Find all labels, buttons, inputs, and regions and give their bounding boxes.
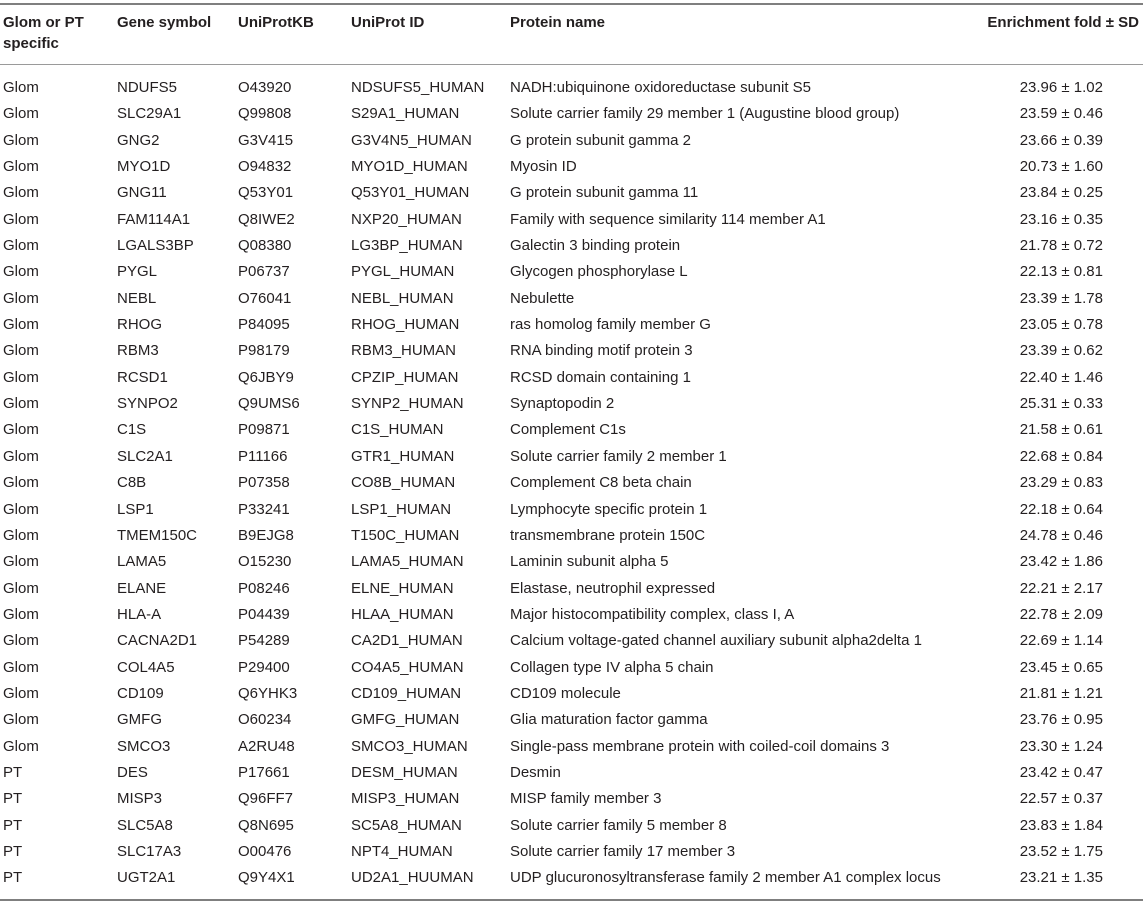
cell-uniprotkb: Q8N695 [238, 816, 294, 834]
cell-uniprot-id: MISP3_HUMAN [351, 790, 460, 808]
cell-uniprot-id: NDSUFS5_HUMAN [351, 79, 485, 96]
cell-uniprotkb: O60234 [238, 711, 292, 729]
cell-uniprot-id: NPT4_HUMAN [351, 842, 453, 860]
cell-specificity: Glom [3, 500, 39, 518]
cell-specificity: Glom [3, 605, 39, 623]
cell-protein-name: Solute carrier family 2 member 1 [510, 447, 727, 465]
cell-gene-symbol: GNG2 [117, 131, 160, 149]
cell-enrichment-fold: 21.58 ± 0.61 [1019, 421, 1103, 439]
cell-specificity: PT [3, 816, 23, 834]
cell-enrichment-fold: 21.81 ± 1.21 [1019, 684, 1103, 702]
table-row [0, 813, 1143, 839]
cell-specificity: Glom [3, 711, 39, 729]
cell-enrichment-fold: 22.69 ± 1.14 [1019, 632, 1103, 650]
cell-uniprotkb: Q9Y4X1 [238, 869, 295, 887]
cell-uniprot-id: SYNP2_HUMAN [351, 395, 464, 413]
cell-gene-symbol: PYGL [117, 263, 158, 281]
table-row [0, 128, 1143, 154]
cell-uniprot-id: HLAA_HUMAN [351, 605, 454, 623]
cell-enrichment-fold: 23.30 ± 1.24 [1019, 737, 1103, 755]
cell-gene-symbol: HLA-A [117, 605, 162, 623]
cell-enrichment-fold: 23.05 ± 0.78 [1019, 316, 1103, 334]
cell-enrichment-fold: 23.66 ± 0.39 [1019, 131, 1103, 149]
cell-uniprot-id: S29A1_HUMAN [351, 105, 460, 123]
cell-specificity: Glom [3, 131, 39, 149]
cell-enrichment-fold: 23.21 ± 1.35 [1019, 869, 1103, 887]
cell-protein-name: Laminin subunit alpha 5 [510, 553, 669, 571]
cell-gene-symbol: LAMA5 [117, 553, 167, 571]
cell-uniprot-id: C1S_HUMAN [351, 421, 444, 439]
cell-gene-symbol: RBM3 [117, 342, 159, 360]
cell-protein-name: ras homolog family member G [510, 316, 711, 334]
cell-uniprotkb: P54289 [238, 632, 290, 650]
cell-uniprot-id: Q53Y01_HUMAN [351, 184, 470, 202]
cell-gene-symbol: SLC29A1 [117, 105, 182, 123]
table-row [0, 338, 1143, 364]
cell-protein-name: Glycogen phosphorylase L [510, 263, 688, 281]
table-row [0, 101, 1143, 127]
cell-enrichment-fold: 22.21 ± 2.17 [1019, 579, 1103, 597]
table-row [0, 786, 1143, 812]
table-row [0, 259, 1143, 285]
cell-gene-symbol: LGALS3BP [117, 237, 194, 255]
table-row [0, 417, 1143, 443]
cell-uniprotkb: P09871 [238, 421, 290, 439]
header-gene-symbol: Gene symbol [117, 14, 212, 31]
cell-uniprotkb: Q99808 [238, 105, 292, 123]
table-row [0, 470, 1143, 496]
cell-protein-name: Family with sequence similarity 114 member A1 [510, 210, 826, 228]
cell-uniprotkb: P06737 [238, 263, 290, 281]
cell-enrichment-fold: 23.39 ± 1.78 [1019, 289, 1103, 307]
cell-uniprot-id: NXP20_HUMAN [351, 210, 462, 228]
cell-protein-name: Myosin ID [510, 158, 577, 176]
cell-specificity: Glom [3, 342, 39, 360]
cell-protein-name: Complement C8 beta chain [510, 474, 692, 492]
cell-protein-name: G protein subunit gamma 11 [510, 184, 699, 202]
cell-enrichment-fold: 22.40 ± 1.46 [1019, 368, 1103, 386]
cell-enrichment-fold: 24.78 ± 0.46 [1019, 526, 1103, 544]
cell-enrichment-fold: 21.78 ± 0.72 [1019, 237, 1103, 255]
cell-specificity: Glom [3, 474, 39, 492]
cell-gene-symbol: SYNPO2 [117, 395, 178, 413]
cell-uniprotkb: P29400 [238, 658, 290, 676]
cell-protein-name: Solute carrier family 5 member 8 [510, 816, 727, 834]
cell-protein-name: Elastase, neutrophil expressed [510, 579, 716, 597]
cell-enrichment-fold: 25.31 ± 0.33 [1019, 395, 1103, 413]
cell-gene-symbol: SLC17A3 [117, 842, 182, 860]
cell-specificity: Glom [3, 105, 39, 123]
cell-protein-name: UDP glucuronosyltransferase family 2 member A1 complex locus [510, 869, 941, 887]
cell-specificity: Glom [3, 395, 39, 413]
cell-uniprotkb: P84095 [238, 316, 290, 334]
cell-protein-name: RNA binding motif protein 3 [510, 342, 693, 360]
cell-uniprot-id: MYO1D_HUMAN [351, 158, 468, 176]
cell-uniprot-id: CA2D1_HUMAN [351, 632, 463, 650]
cell-specificity: PT [3, 790, 23, 808]
cell-gene-symbol: RCSD1 [117, 368, 168, 386]
cell-specificity: PT [3, 869, 23, 887]
cell-uniprotkb: Q9UMS6 [238, 395, 300, 413]
cell-gene-symbol: SMCO3 [117, 737, 171, 755]
table-row [0, 180, 1143, 206]
table-row [0, 391, 1143, 417]
cell-gene-symbol: C1S [117, 421, 147, 439]
cell-enrichment-fold: 22.57 ± 0.37 [1019, 790, 1103, 808]
cell-specificity: Glom [3, 579, 39, 597]
cell-uniprotkb: Q6YHK3 [238, 684, 298, 702]
table-row [0, 286, 1143, 312]
cell-protein-name: Major histocompatibility complex, class I, A [510, 605, 795, 623]
cell-specificity: Glom [3, 553, 39, 571]
table-row [0, 365, 1143, 391]
table-row [0, 576, 1143, 602]
cell-gene-symbol: GNG11 [117, 184, 167, 202]
cell-specificity: Glom [3, 737, 39, 755]
cell-uniprot-id: LSP1_HUMAN [351, 500, 452, 518]
table-top-rule [0, 3, 1143, 5]
cell-gene-symbol: CD109 [117, 684, 164, 702]
cell-uniprotkb: P17661 [238, 763, 290, 781]
cell-protein-name: Synaptopodin 2 [510, 395, 615, 413]
cell-gene-symbol: MYO1D [117, 158, 171, 176]
cell-specificity: Glom [3, 263, 39, 281]
cell-enrichment-fold: 22.68 ± 0.84 [1019, 447, 1103, 465]
cell-gene-symbol: GMFG [117, 711, 162, 729]
table-row [0, 233, 1143, 259]
header-glom-or-pt-specific: Glom or PT specific [3, 14, 84, 52]
table-bottom-rule [0, 899, 1143, 901]
header-divider-rule [0, 64, 1143, 65]
cell-gene-symbol: NEBL [117, 289, 157, 307]
cell-enrichment-fold: 23.16 ± 0.35 [1019, 210, 1103, 228]
cell-protein-name: G protein subunit gamma 2 [510, 131, 691, 149]
cell-uniprotkb: Q8IWE2 [238, 210, 295, 228]
cell-gene-symbol: UGT2A1 [117, 869, 176, 887]
cell-enrichment-fold: 23.96 ± 1.02 [1019, 79, 1103, 96]
cell-gene-symbol: RHOG [117, 316, 162, 334]
cell-enrichment-fold: 23.59 ± 0.46 [1019, 105, 1103, 123]
cell-specificity: Glom [3, 421, 39, 439]
cell-protein-name: Glia maturation factor gamma [510, 711, 708, 729]
cell-uniprot-id: LAMA5_HUMAN [351, 553, 464, 571]
cell-gene-symbol: COL4A5 [117, 658, 175, 676]
cell-gene-symbol: TMEM150C [117, 526, 198, 544]
cell-uniprotkb: P04439 [238, 605, 290, 623]
cell-uniprot-id: NEBL_HUMAN [351, 289, 454, 307]
cell-uniprot-id: ELNE_HUMAN [351, 579, 454, 597]
table-row [0, 839, 1143, 865]
cell-specificity: PT [3, 842, 23, 860]
cell-uniprotkb: O76041 [238, 289, 292, 307]
cell-gene-symbol: SLC5A8 [117, 816, 173, 834]
cell-uniprotkb: G3V415 [238, 131, 294, 149]
cell-specificity: Glom [3, 184, 39, 202]
table-row [0, 865, 1143, 891]
cell-gene-symbol: SLC2A1 [117, 447, 173, 465]
cell-specificity: Glom [3, 632, 39, 650]
cell-gene-symbol: FAM114A1 [117, 210, 191, 228]
cell-enrichment-fold: 23.83 ± 1.84 [1019, 816, 1103, 834]
cell-specificity: Glom [3, 368, 39, 386]
cell-protein-name: Complement C1s [510, 421, 626, 439]
header-uniprot-id: UniProt ID [351, 14, 425, 31]
cell-protein-name: transmembrane protein 150C [510, 526, 706, 544]
cell-uniprotkb: P07358 [238, 474, 290, 492]
cell-protein-name: Nebulette [510, 289, 575, 307]
cell-specificity: Glom [3, 158, 39, 176]
cell-enrichment-fold: 23.39 ± 0.62 [1019, 342, 1103, 360]
cell-enrichment-fold: 23.76 ± 0.95 [1019, 711, 1103, 729]
header-uniprotkb: UniProtKB [238, 14, 314, 31]
cell-uniprot-id: G3V4N5_HUMAN [351, 131, 472, 149]
cell-uniprotkb: P08246 [238, 579, 290, 597]
cell-uniprotkb: P98179 [238, 342, 290, 360]
cell-uniprot-id: LG3BP_HUMAN [351, 237, 463, 255]
cell-protein-name: CD109 molecule [510, 684, 621, 702]
table-row [0, 628, 1143, 654]
cell-specificity: Glom [3, 289, 39, 307]
cell-specificity: Glom [3, 658, 39, 676]
cell-uniprot-id: CPZIP_HUMAN [351, 368, 459, 386]
cell-uniprotkb: P11166 [238, 447, 288, 465]
table-row [0, 707, 1143, 733]
cell-enrichment-fold: 23.52 ± 1.75 [1019, 842, 1103, 860]
cell-uniprot-id: RBM3_HUMAN [351, 342, 457, 360]
cell-specificity: Glom [3, 526, 39, 544]
cell-gene-symbol: NDUFS5 [117, 79, 178, 96]
cell-specificity: PT [3, 763, 23, 781]
cell-protein-name: NADH:ubiquinone oxidoreductase subunit S5 [510, 79, 812, 96]
cell-specificity: Glom [3, 237, 39, 255]
cell-specificity: Glom [3, 684, 39, 702]
cell-gene-symbol: MISP3 [117, 790, 163, 808]
cell-uniprotkb: P33241 [238, 500, 290, 518]
cell-protein-name: Solute carrier family 17 member 3 [510, 842, 736, 860]
table-row [0, 681, 1143, 707]
cell-protein-name: Desmin [510, 763, 561, 781]
cell-uniprotkb: Q96FF7 [238, 790, 294, 808]
table-row [0, 655, 1143, 681]
cell-protein-name: Lymphocyte specific protein 1 [510, 500, 708, 518]
cell-uniprotkb: Q53Y01 [238, 184, 294, 202]
cell-uniprot-id: GTR1_HUMAN [351, 447, 455, 465]
cell-uniprot-id: UD2A1_HUUMAN [351, 869, 474, 887]
table-body [0, 75, 1143, 892]
cell-gene-symbol: DES [117, 763, 148, 781]
cell-uniprot-id: T150C_HUMAN [351, 526, 460, 544]
cell-enrichment-fold: 23.42 ± 0.47 [1019, 763, 1103, 781]
header-protein-name: Protein name [510, 14, 606, 31]
cell-protein-name: Calcium voltage-gated channel auxiliary subunit alpha2delta 1 [510, 632, 922, 650]
table-row [0, 602, 1143, 628]
cell-uniprot-id: SMCO3_HUMAN [351, 737, 468, 755]
table-row [0, 75, 1143, 101]
table-row [0, 444, 1143, 470]
cell-uniprot-id: SC5A8_HUMAN [351, 816, 462, 834]
table-row [0, 734, 1143, 760]
cell-uniprotkb: A2RU48 [238, 737, 295, 755]
cell-uniprotkb: O94832 [238, 158, 292, 176]
table-row [0, 523, 1143, 549]
cell-uniprot-id: RHOG_HUMAN [351, 316, 460, 334]
table-row [0, 760, 1143, 786]
cell-enrichment-fold: 22.18 ± 0.64 [1019, 500, 1103, 518]
cell-enrichment-fold: 20.73 ± 1.60 [1019, 158, 1103, 176]
cell-specificity: Glom [3, 316, 39, 334]
table-row [0, 154, 1143, 180]
cell-uniprotkb: O00476 [238, 842, 292, 860]
cell-gene-symbol: CACNA2D1 [117, 632, 198, 650]
cell-specificity: Glom [3, 210, 39, 228]
cell-uniprotkb: O43920 [238, 79, 292, 96]
table-row [0, 207, 1143, 233]
cell-uniprotkb: O15230 [238, 553, 292, 571]
cell-protein-name: Galectin 3 binding protein [510, 237, 681, 255]
header-enrichment-fold: Enrichment fold ± SD [987, 14, 1139, 31]
cell-protein-name: MISP family member 3 [510, 790, 662, 808]
cell-gene-symbol: ELANE [117, 579, 167, 597]
cell-uniprot-id: GMFG_HUMAN [351, 711, 460, 729]
cell-gene-symbol: C8B [117, 474, 147, 492]
cell-uniprotkb: Q6JBY9 [238, 368, 294, 386]
cell-uniprot-id: CD109_HUMAN [351, 684, 462, 702]
cell-enrichment-fold: 23.29 ± 0.83 [1019, 474, 1103, 492]
table-row [0, 312, 1143, 338]
cell-enrichment-fold: 22.13 ± 0.81 [1019, 263, 1103, 281]
cell-protein-name: Single-pass membrane protein with coiled-coil domains 3 [510, 737, 890, 755]
cell-uniprot-id: DESM_HUMAN [351, 763, 458, 781]
cell-uniprot-id: PYGL_HUMAN [351, 263, 455, 281]
table-row [0, 497, 1143, 523]
cell-specificity: Glom [3, 79, 39, 96]
cell-enrichment-fold: 23.45 ± 0.65 [1019, 658, 1103, 676]
cell-uniprot-id: CO4A5_HUMAN [351, 658, 464, 676]
cell-uniprotkb: B9EJG8 [238, 526, 294, 544]
cell-specificity: Glom [3, 447, 39, 465]
cell-enrichment-fold: 23.84 ± 0.25 [1019, 184, 1103, 202]
cell-protein-name: RCSD domain containing 1 [510, 368, 691, 386]
cell-enrichment-fold: 23.42 ± 1.86 [1019, 553, 1103, 571]
cell-protein-name: Solute carrier family 29 member 1 (Augustine blood group) [510, 105, 900, 123]
table-row [0, 549, 1143, 575]
cell-protein-name: Collagen type IV alpha 5 chain [510, 658, 714, 676]
cell-gene-symbol: LSP1 [117, 500, 154, 518]
cell-uniprot-id: CO8B_HUMAN [351, 474, 456, 492]
cell-uniprotkb: Q08380 [238, 237, 292, 255]
cell-enrichment-fold: 22.78 ± 2.09 [1019, 605, 1103, 623]
